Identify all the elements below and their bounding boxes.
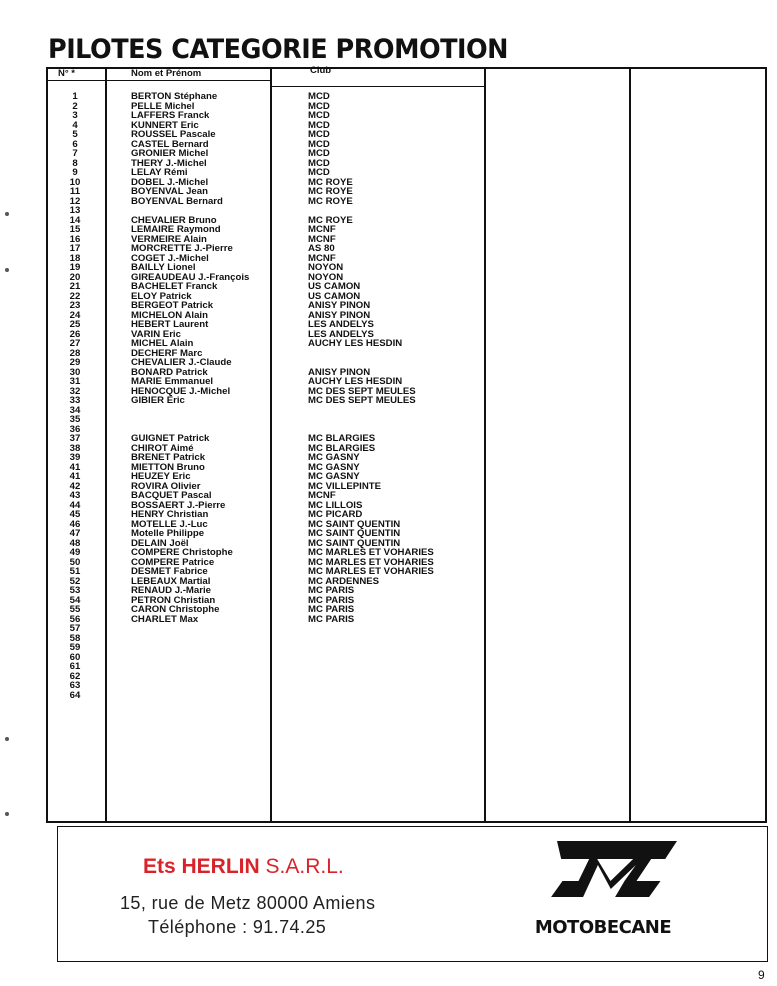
- pilot-number: 2: [72, 100, 78, 112]
- pilot-name: HEBERT Laurent: [131, 319, 209, 330]
- pilot-number: 1: [72, 91, 78, 102]
- table-right-border: [765, 67, 767, 822]
- pilot-club: MCD: [308, 119, 330, 131]
- pilot-number: 25: [69, 319, 81, 330]
- table-row: [46, 453, 476, 463]
- pilot-name: MORCRETTE J.-Pierre: [131, 243, 233, 254]
- pilot-number: 29: [69, 357, 81, 368]
- pilot-club: ANISY PINON: [308, 300, 371, 311]
- pilot-club: MC PARIS: [308, 613, 355, 625]
- pilot-club: MC SAINT QUENTIN: [308, 537, 401, 549]
- pilot-name: ELOY Patrick: [131, 290, 192, 302]
- pilot-name: LAFFERS Franck: [131, 110, 210, 121]
- table-row: [46, 624, 476, 634]
- ad-phone: Téléphone : 91.74.25: [148, 917, 327, 937]
- table-row: [46, 691, 476, 701]
- pilot-club: MCD: [308, 148, 330, 159]
- pilot-name: VARIN Eric: [131, 328, 181, 340]
- pilot-name: BAILLY Lionel: [131, 262, 196, 273]
- pilot-name: LEBEAUX Martial: [131, 575, 211, 587]
- pilot-number: 56: [69, 613, 81, 625]
- pilot-number: 44: [69, 499, 81, 511]
- table-row: [46, 482, 476, 492]
- table-row: [46, 615, 476, 625]
- table-row: [46, 149, 476, 159]
- table-row: [46, 472, 476, 482]
- table-row: [46, 520, 476, 530]
- table-row: [46, 406, 476, 416]
- pilot-name: KUNNERT Eric: [131, 119, 199, 131]
- pilot-name: MOTELLE J.-Luc: [131, 518, 208, 530]
- table-row: [46, 653, 476, 663]
- table-row: [46, 491, 476, 501]
- pilot-club: MCNF: [308, 490, 336, 501]
- pilot-number: 27: [69, 338, 81, 349]
- pilot-number: 33: [69, 395, 81, 406]
- table-row: [46, 349, 476, 359]
- pilot-club: MC DES SEPT MEULES: [308, 385, 416, 397]
- table-bottom-border: [46, 821, 767, 823]
- pilot-number: 30: [69, 366, 81, 378]
- pilot-club: MC MARLES ET VOHARIES: [308, 547, 434, 558]
- pilot-club: MC ROYE: [308, 195, 353, 207]
- pilot-club: MC PICARD: [308, 509, 363, 520]
- header-underline-name: [105, 80, 270, 81]
- table-row: [46, 254, 476, 264]
- table-row: [46, 311, 476, 321]
- pilot-club: LES ANDELYS: [308, 319, 374, 330]
- table-row: [46, 121, 476, 131]
- pilot-number: 51: [69, 566, 81, 577]
- pilot-club: MC MARLES ET VOHARIES: [308, 566, 434, 577]
- pilot-name: CHIROT Aimé: [131, 442, 194, 454]
- table-row: [46, 320, 476, 330]
- pilot-name: BOYENVAL Jean: [131, 186, 208, 197]
- pilot-name: LELAY Rémi: [131, 167, 188, 178]
- pilot-number: 43: [69, 490, 81, 501]
- pilot-number: 10: [69, 176, 81, 188]
- pilot-club: MC MARLES ET VOHARIES: [308, 556, 434, 568]
- ad-address: 15, rue de Metz 80000 Amiens: [120, 893, 376, 913]
- table-row: [46, 434, 476, 444]
- pilot-list: [46, 92, 476, 700]
- page-title: PILOTES CATEGORIE PROMOTION: [48, 34, 509, 66]
- pilot-name: HENRY Christian: [131, 509, 209, 520]
- table-row: [46, 235, 476, 245]
- pilot-name: CARON Christophe: [131, 604, 220, 615]
- table-row: [46, 102, 476, 112]
- pilot-number: 41: [69, 461, 81, 473]
- pilot-number: 28: [69, 347, 81, 359]
- pilot-name: DELAIN Joël: [131, 537, 189, 549]
- pilot-number: 55: [69, 604, 81, 615]
- pilot-name: HENOCQUE J.-Michel: [131, 385, 231, 397]
- pilot-number: 42: [69, 480, 81, 492]
- pilot-club: MC ARDENNES: [308, 575, 380, 587]
- table-row: [46, 586, 476, 596]
- pilot-number: 48: [69, 537, 81, 549]
- pilot-name: BRENET Patrick: [131, 452, 206, 463]
- pilot-club: MC GASNY: [308, 452, 360, 463]
- pilot-name: MARIE Emmanuel: [131, 376, 214, 387]
- pilot-number: 37: [69, 433, 81, 444]
- pilot-club: MCD: [308, 91, 330, 102]
- table-row: [46, 463, 476, 473]
- header-underline-number: [46, 80, 105, 81]
- table-row: [46, 529, 476, 539]
- pilot-name: MIETTON Bruno: [131, 461, 205, 473]
- binding-mark: [5, 737, 9, 741]
- table-row: [46, 444, 476, 454]
- pilot-number: 6: [72, 138, 78, 150]
- pilot-number: 31: [69, 376, 81, 387]
- table-row: [46, 140, 476, 150]
- pilot-number: 52: [69, 575, 81, 587]
- pilot-name: LEMAIRE Raymond: [131, 224, 221, 235]
- pilot-name: BOSSAERT J.-Pierre: [131, 499, 226, 511]
- pilot-name: COMPERE Christophe: [131, 547, 233, 558]
- pilot-number: 22: [69, 290, 81, 302]
- table-row: [46, 168, 476, 178]
- table-row: [46, 567, 476, 577]
- pilot-name: GIBIER Eric: [131, 395, 185, 406]
- pilot-club: AS 80: [308, 243, 335, 254]
- table-row: [46, 339, 476, 349]
- pilot-name: GUIGNET Patrick: [131, 433, 210, 444]
- header-club: Club: [310, 65, 332, 76]
- pilot-club: MC LILLOIS: [308, 499, 363, 511]
- pilot-name: CHARLET Max: [131, 613, 199, 625]
- pilot-number: 49: [69, 547, 81, 558]
- pilot-name: BOYENVAL Bernard: [131, 195, 223, 207]
- pilot-name: BERGEOT Patrick: [131, 300, 214, 311]
- table-row: [46, 197, 476, 207]
- table-row: [46, 634, 476, 644]
- pilot-number: 24: [69, 309, 81, 321]
- table-row: [46, 396, 476, 406]
- table-row: [46, 159, 476, 169]
- table-row: [46, 111, 476, 121]
- pilot-club: ANISY PINON: [308, 366, 371, 378]
- header-name: Nom et Prénom: [131, 68, 202, 79]
- table-row: [46, 206, 476, 216]
- pilot-club: MC DES SEPT MEULES: [308, 395, 416, 406]
- table-row: [46, 301, 476, 311]
- pilot-name: BACQUET Pascal: [131, 490, 212, 501]
- pilot-club: MCD: [308, 138, 330, 150]
- pilot-name: DECHERF Marc: [131, 347, 203, 359]
- pilot-club: MCNF: [308, 252, 336, 264]
- pilot-number: 16: [69, 233, 81, 245]
- pilot-name: GIREAUDEAU J.-François: [131, 271, 250, 283]
- pilot-club: MCD: [308, 167, 330, 178]
- pilot-number: 54: [69, 594, 81, 606]
- table-row: [46, 130, 476, 140]
- pilot-name: PETRON Christian: [131, 594, 216, 606]
- table-row: [46, 358, 476, 368]
- table-row: [46, 178, 476, 188]
- table-row: [46, 605, 476, 615]
- pilot-name: BONARD Patrick: [131, 366, 208, 378]
- pilot-number: 35: [69, 414, 81, 425]
- pilot-club: MCD: [308, 100, 330, 112]
- pilot-club: MC SAINT QUENTIN: [308, 528, 401, 539]
- pilot-name: CASTEL Bernard: [131, 138, 209, 150]
- pilot-number: 57: [69, 623, 81, 634]
- pilot-number: 36: [69, 423, 81, 435]
- pilot-number: 8: [72, 157, 78, 169]
- pilot-club: MCNF: [308, 224, 336, 235]
- table-row: [46, 263, 476, 273]
- pilot-number: 45: [69, 509, 81, 520]
- pilot-club: MC ROYE: [308, 186, 353, 197]
- pilot-number: 34: [69, 404, 81, 416]
- pilot-number: 18: [69, 252, 81, 264]
- table-row: [46, 643, 476, 653]
- pilot-number: 59: [69, 642, 81, 653]
- pilot-club: MC ROYE: [308, 176, 353, 188]
- ad-company-rest: S.A.R.L.: [259, 855, 344, 878]
- pilot-number: 15: [69, 224, 81, 235]
- table-row: [46, 330, 476, 340]
- pilot-name: ROUSSEL Pascale: [131, 129, 216, 140]
- pilot-club: ANISY PINON: [308, 309, 371, 321]
- table-row: [46, 681, 476, 691]
- table-row: [46, 596, 476, 606]
- pilot-name: CHEVALIER Bruno: [131, 214, 217, 226]
- pilot-name: VERMEIRE Alain: [131, 233, 207, 245]
- pilot-club: MC PARIS: [308, 594, 355, 606]
- pilot-number: 23: [69, 300, 81, 311]
- pilot-number: 41: [69, 471, 81, 482]
- pilot-name: DOBEL J.-Michel: [131, 176, 209, 188]
- table-row: [46, 415, 476, 425]
- pilot-number: 62: [69, 670, 81, 682]
- table-row: [46, 510, 476, 520]
- table-row: [46, 662, 476, 672]
- table-row: [46, 187, 476, 197]
- pilot-number: 26: [69, 328, 81, 340]
- pilot-number: 38: [69, 442, 81, 454]
- pilot-name: COMPERE Patrice: [131, 556, 215, 568]
- pilot-number: 60: [69, 651, 81, 663]
- table-row: [46, 425, 476, 435]
- pilot-number: 13: [69, 205, 81, 216]
- table-row: [46, 501, 476, 511]
- pilot-number: 47: [69, 528, 81, 539]
- pilot-name: BACHELET Franck: [131, 281, 218, 292]
- table-row: [46, 92, 476, 102]
- pilot-name: RENAUD J.-Marie: [131, 585, 211, 596]
- ad-company-bold: Ets HERLIN: [143, 855, 260, 878]
- pilot-club: MC GASNY: [308, 471, 360, 482]
- pilot-club: AUCHY LES HESDIN: [308, 376, 403, 387]
- pilot-name: THERY J.-Michel: [131, 157, 207, 169]
- pilot-name: COGET J.-Michel: [131, 252, 209, 264]
- pilot-number: 63: [69, 680, 81, 691]
- pilot-number: 32: [69, 385, 81, 397]
- pilot-number: 14: [69, 214, 81, 226]
- pilot-number: 20: [69, 271, 81, 283]
- pilot-name: Motelle Philippe: [131, 528, 205, 539]
- pilot-club: NOYON: [308, 262, 344, 273]
- pilot-name: GRONIER Michel: [131, 148, 209, 159]
- pilot-number: 7: [72, 148, 78, 159]
- table-row: [46, 577, 476, 587]
- pilot-club: MC BLARGIES: [308, 433, 376, 444]
- pilot-number: 39: [69, 452, 81, 463]
- pilot-club: MC SAINT QUENTIN: [308, 518, 401, 530]
- pilot-club: MCNF: [308, 233, 336, 245]
- pilot-name: MICHEL Alain: [131, 338, 194, 349]
- pilot-club: MC GASNY: [308, 461, 360, 473]
- table-row: [46, 244, 476, 254]
- pilot-number: 50: [69, 556, 81, 568]
- pilot-name: PELLE Michel: [131, 100, 195, 112]
- pilot-number: 21: [69, 281, 81, 292]
- table-row: [46, 368, 476, 378]
- pilot-number: 64: [69, 689, 81, 701]
- pilot-club: LES ANDELYS: [308, 328, 374, 340]
- binding-mark: [5, 812, 9, 816]
- ad-brand: MOTOBECANE: [534, 917, 672, 938]
- table-row: [46, 292, 476, 302]
- table-row: [46, 282, 476, 292]
- pilot-number: 61: [69, 661, 81, 672]
- pilot-club: US CAMON: [308, 290, 361, 302]
- pilot-number: 17: [69, 243, 81, 254]
- pilot-number: 3: [72, 110, 78, 121]
- pilot-number: 5: [72, 129, 78, 140]
- binding-mark: [5, 212, 9, 216]
- pilot-club: MCD: [308, 110, 330, 121]
- pilot-number: 53: [69, 585, 81, 596]
- pilot-number: 11: [69, 186, 81, 197]
- club-column-divider: [484, 67, 486, 822]
- pilot-club: AUCHY LES HESDIN: [308, 338, 403, 349]
- pilot-number: 19: [69, 262, 81, 273]
- pilot-club: MCD: [308, 129, 330, 140]
- binding-mark: [5, 268, 9, 272]
- pilot-club: MC BLARGIES: [308, 442, 376, 454]
- pilot-name: HEUZEY Eric: [131, 471, 191, 482]
- pilot-club: US CAMON: [308, 281, 361, 292]
- pilot-name: CHEVALIER J.-Claude: [131, 357, 232, 368]
- pilot-club: MC VILLEPINTE: [308, 480, 382, 492]
- pilot-number: 46: [69, 518, 81, 530]
- pilot-name: BERTON Stéphane: [131, 91, 218, 102]
- pilot-club: MCD: [308, 157, 330, 169]
- pilot-club: NOYON: [308, 271, 344, 283]
- pilot-club: MC PARIS: [308, 585, 355, 596]
- table-row: [46, 672, 476, 682]
- pilot-name: ROVIRA Olivier: [131, 480, 201, 492]
- pilot-club: MC PARIS: [308, 604, 355, 615]
- pilot-number: 12: [69, 195, 81, 207]
- pilot-name: MICHELON Alain: [131, 309, 208, 321]
- table-row: [46, 225, 476, 235]
- advertisement: [57, 826, 768, 962]
- pilot-number: 58: [69, 632, 81, 644]
- header-number: N° *: [58, 68, 75, 79]
- pilot-name: DESMET Fabrice: [131, 566, 208, 577]
- table-row: [46, 216, 476, 226]
- extra-column-divider: [629, 67, 631, 822]
- pilot-club: MC ROYE: [308, 214, 353, 226]
- pilot-number: 4: [72, 119, 78, 131]
- pilot-number: 9: [72, 167, 78, 178]
- table-row: [46, 273, 476, 283]
- ad-company-name: [143, 855, 344, 879]
- page-number: 9: [758, 968, 765, 982]
- header-underline-club: [270, 86, 484, 87]
